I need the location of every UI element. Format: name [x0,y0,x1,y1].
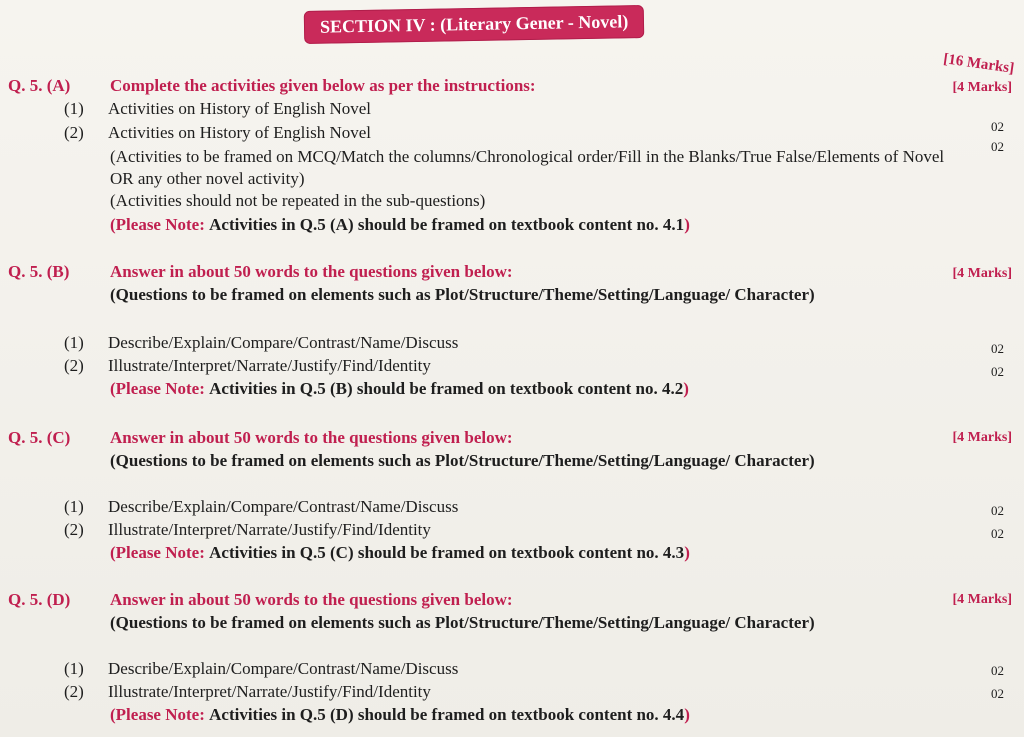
note-text: Activities in Q.5 (D) should be framed on textbook content no. 4.4 [209,705,685,724]
note-close: ) [683,379,689,398]
item-text: Illustrate/Interpret/Narrate/Justify/Find/Identity [108,520,431,539]
question-marks: [4 Marks] [952,430,1012,445]
item-number: (1) [64,659,84,678]
question-heading: Answer in about 50 words to the questions given below: [110,262,513,281]
list-item [64,519,1004,541]
question-block-d [8,590,1012,730]
question-heading: Complete the activities given below as per the instructions: [110,76,536,95]
question-block-c [8,428,1012,568]
please-note [110,704,690,726]
note-text: Activities in Q.5 (B) should be framed on textbook content no. 4.2 [209,379,684,398]
item-marks: 02 [991,503,1004,518]
question-heading: Answer in about 50 words to the questions given below: [110,428,513,447]
please-note [110,214,690,236]
item-number: (2) [64,682,84,701]
question-subnote: (Questions to be framed on elements such as Plot/Structure/Theme/Setting/Language/ Character) [110,285,815,304]
item-text: Describe/Explain/Compare/Contrast/Name/Discuss [108,659,459,678]
section-banner: SECTION IV : (Literary Gener - Novel) [304,5,645,44]
please-note [110,542,690,564]
item-text: Describe/Explain/Compare/Contrast/Name/Discuss [108,497,459,516]
list-item [64,681,1004,703]
question-label: Q. 5. (A) [8,76,71,95]
item-marks: 02 [991,119,1004,134]
question-marks: [4 Marks] [952,592,1012,607]
note-text: Activities in Q.5 (A) should be framed on textbook content no. 4.1 [209,215,685,234]
list-item [64,122,1004,154]
item-text: Illustrate/Interpret/Narrate/Justify/Find/Identity [108,682,431,701]
list-item [64,98,1004,134]
question-label: Q. 5. (B) [8,262,70,281]
question-subnote: (Questions to be framed on elements such as Plot/Structure/Theme/Setting/Language/ Character) [110,613,815,632]
note-close: ) [684,543,690,562]
item-number: (1) [64,99,84,118]
list-item [64,355,1004,377]
item-marks: 02 [991,663,1004,678]
question-subnote: (Questions to be framed on elements such as Plot/Structure/Theme/Setting/Language/ Character) [110,451,815,470]
item-text: Describe/Explain/Compare/Contrast/Name/Discuss [108,333,459,352]
note-prefix: (Please Note: [110,215,205,234]
note-close: ) [684,705,690,724]
item-text: Illustrate/Interpret/Narrate/Justify/Find/Identity [108,356,431,375]
question-block-b [8,262,1012,402]
instruction-paragraph: (Activities to be framed on MCQ/Match the columns/Chronological order/Fill in the Blanks/True False/Elements of Novel OR any other novel activity) [110,147,945,188]
item-text: Activities on History of English Novel [108,99,372,118]
list-item [64,496,1004,518]
question-marks: [4 Marks] [952,80,1012,95]
note-close: ) [684,215,690,234]
item-number: (2) [64,356,84,375]
item-number: (2) [64,520,84,539]
question-block-a [8,76,1012,236]
question-label: Q. 5. (D) [8,590,71,609]
item-marks: 02 [991,364,1004,379]
item-number: (1) [64,333,84,352]
item-marks: 02 [991,139,1004,154]
item-marks: 02 [991,686,1004,701]
note-prefix: (Please Note: [110,705,205,724]
question-label: Q. 5. (C) [8,428,71,447]
item-marks: 02 [991,341,1004,356]
list-item [64,658,1004,680]
note-prefix: (Please Note: [110,379,205,398]
item-number: (1) [64,497,84,516]
total-marks: [16 Marks] [942,51,1015,77]
item-marks: 02 [991,526,1004,541]
item-text: Activities on History of English Novel [108,123,372,142]
question-heading: Answer in about 50 words to the questions given below: [110,590,513,609]
note-prefix: (Please Note: [110,543,205,562]
question-marks: [4 Marks] [952,266,1012,281]
list-item [64,332,1004,354]
note-text: Activities in Q.5 (C) should be framed on textbook content no. 4.3 [209,543,685,562]
item-number: (2) [64,123,84,142]
please-note [110,378,689,400]
instruction-paragraph: (Activities should not be repeated in the sub-questions) [110,191,486,210]
